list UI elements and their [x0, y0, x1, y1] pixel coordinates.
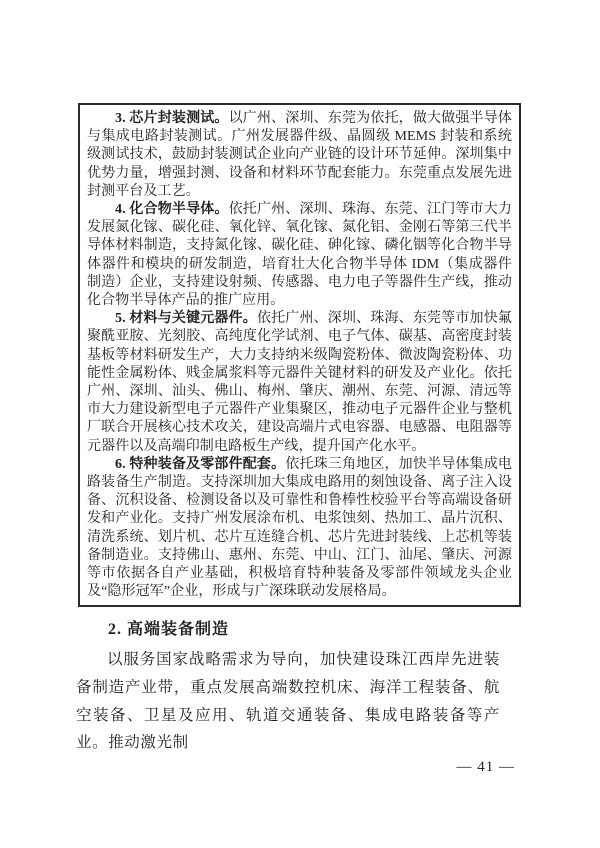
page-number: — 41 — [456, 759, 515, 775]
box-paragraph-text: 依托广州、深圳、珠海、东莞等市加快氟聚酰亚胺、光刻胶、高纯度化学试剂、电子气体、碳基、高密度封装基板等材料研发生产，大力支持纳米级陶瓷粉体、微波陶瓷粉体、功能性金属粉体、贱金属浆料等元器件关键材料的研发及产业化。依托广州、深圳、汕头、佛山、梅州、肇庆、潮州、东莞、河源、清远等市大力建设新型电子元器件产业集聚区，推动电子元器件企业与整机厂联合开展核心技术攻关，建设高端片式电容器、电感器、电阻器等元器件以及高端印制电路板生产线，提升国产化水平。 [87, 311, 512, 454]
box-paragraph-title: 4. 化合物半导体。 [115, 202, 229, 218]
section-paragraph: 以服务国家战略需求为导向，加快建设珠江西岸先进装备制造产业带，重点发展高端数控机床、海洋工程装备、航空装备、卫星及应用、轨道交通装备、集成电路装备等产业。推动激光制 [76, 651, 500, 752]
box-paragraph-special-equipment [87, 456, 512, 602]
section-heading: 2. 高端装备制造 [108, 621, 230, 638]
box-paragraph-title: 3. 芯片封装测试。 [115, 111, 229, 126]
box-paragraph-text: 依托珠三角地区，加快半导体集成电路装备生产制造。支持深圳加大集成电路用的刻蚀设备、离子注入设备、沉积设备、检测设备以及可靠性和鲁棒性校验平台等高端设备研发和产业化。支持广州发展涂布机、电浆蚀刻、热加工、晶片沉积、清洗系统、划片机、芯片互连缝合机、芯片先进封装线、上芯机等装备制造业。支持佛山、惠州、东莞、中山、江门、汕尾、肇庆、河源等市依据各自产业基础，积极培育特种装备及零部件领域龙头企业及“隐形冠军”企业，形成与广深珠联动发展格局。 [87, 456, 512, 600]
box-paragraph-compound-semiconductor [87, 201, 512, 310]
box-paragraph-title: 5. 材料与关键元器件。 [115, 311, 257, 327]
box-paragraph-materials-components [87, 310, 512, 456]
box-paragraph-title: 6. 特种装备及零部件配套。 [115, 456, 286, 472]
box-paragraph-chip-packaging [87, 110, 512, 201]
box-paragraph-text: 以广州、深圳、东莞为依托，做大做强半导体与集成电路封装测试。广州发展器件级、晶圆级 MEMS 封装和系统级测试技术，鼓励封装测试企业向产业链的设计环节延伸。深圳集中优势力量，增强封测、设备和材料环节配套能力。东莞重点发展先进封测平台及工艺。 [87, 111, 512, 199]
box-paragraph-text: 依托广州、深圳、珠海、东莞、江门等市大力发展氮化镓、碳化硅、氧化锌、氧化镓、氮化铝、金刚石等第三代半导体材料制造，支持氮化镓、碳化硅、砷化镓、磷化铟等化合物半导体器件和模块的研发制造，培育壮大化合物半导体 IDM（集成器件制造）企业，支持建设射频、传感器、电力电子等器件生产线，推动化合物半导体产品的推广应用。 [87, 202, 512, 309]
boxed-text-panel [78, 103, 521, 607]
